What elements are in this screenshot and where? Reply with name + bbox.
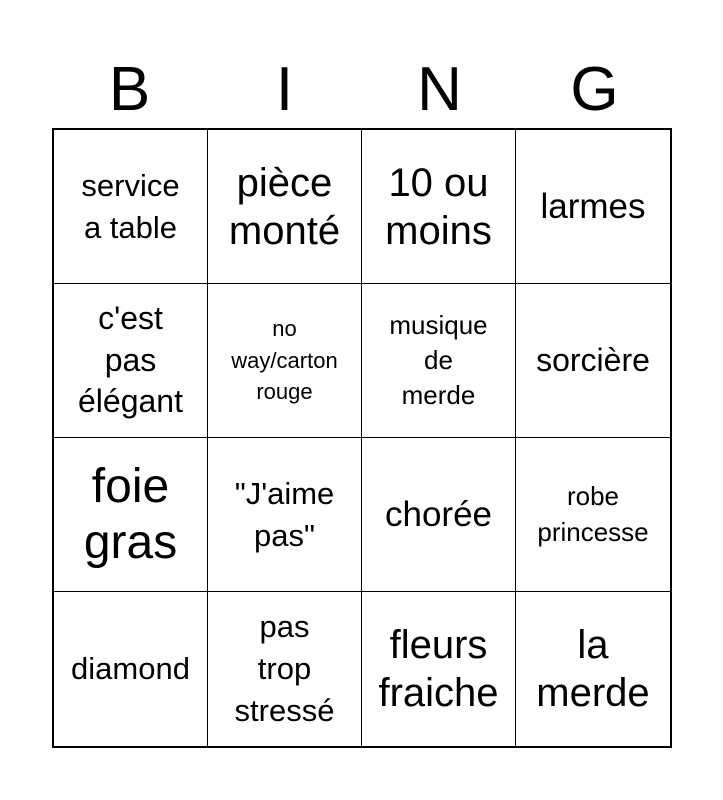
bingo-cell[interactable]: [54, 284, 208, 438]
bingo-board: [52, 128, 672, 748]
cell-text: sorcière: [536, 341, 650, 378]
bingo-cell[interactable]: [362, 592, 516, 746]
bingo-cell[interactable]: [516, 438, 670, 592]
cell-text: "J'aime pas": [234, 475, 335, 553]
cell-text: musique de merde: [389, 309, 488, 411]
cell-text: pas trop stressé: [234, 609, 335, 728]
bingo-cell[interactable]: [362, 284, 516, 438]
bingo-cell[interactable]: [54, 592, 208, 746]
bingo-cell[interactable]: [54, 438, 208, 592]
header-letter-i: I: [275, 55, 294, 124]
bingo-cell[interactable]: [362, 438, 516, 592]
bingo-cell[interactable]: [208, 592, 362, 746]
bingo-cell[interactable]: [516, 130, 670, 284]
cell-text: c'est pas élégant: [78, 300, 183, 420]
bingo-cell[interactable]: [208, 284, 362, 438]
bingo-cell[interactable]: [208, 438, 362, 592]
cell-text: chorée: [384, 494, 493, 534]
cell-text: pièce monté: [228, 160, 341, 253]
cell-text: 10 ou moins: [385, 160, 492, 253]
cell-text: fleurs fraiche: [378, 623, 499, 715]
cell-text: no way/carton rouge: [231, 315, 338, 405]
bingo-cell[interactable]: [208, 130, 362, 284]
cell-text: diamond: [71, 651, 190, 687]
bingo-header: [52, 52, 672, 128]
header-letter-b: B: [108, 55, 151, 124]
header-letter-g: G: [570, 55, 619, 124]
header-letter-n: N: [417, 55, 462, 124]
cell-text: robe princesse: [537, 481, 649, 547]
bingo-cell[interactable]: [362, 130, 516, 284]
cell-text: foie gras: [83, 460, 178, 569]
cell-text: la merde: [536, 623, 650, 715]
bingo-cell[interactable]: [516, 284, 670, 438]
cell-text: larmes: [540, 186, 646, 226]
bingo-cell[interactable]: [54, 130, 208, 284]
cell-text: service a table: [81, 167, 180, 245]
bingo-cell[interactable]: [516, 592, 670, 746]
